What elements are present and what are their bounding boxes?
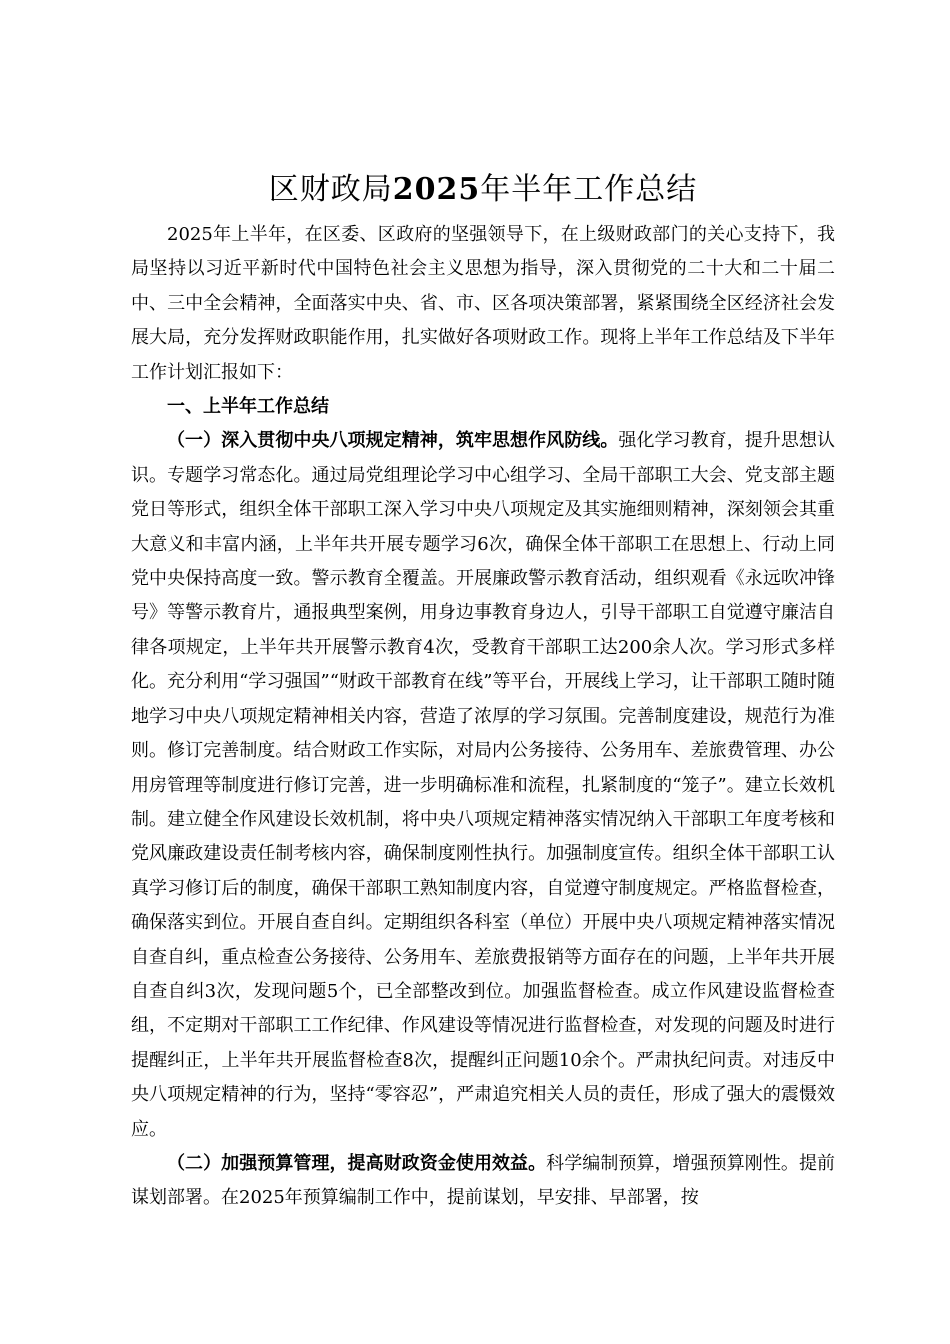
item-lead-1: （一）深入贯彻中央八项规定精神，筑牢思想作风防线。 xyxy=(167,430,619,452)
title-year: 2025 xyxy=(392,172,481,207)
section-heading-1: 一、上半年工作总结 xyxy=(167,396,329,418)
item-body-1: 强化学习教育，提升思想认识。专题学习常态化。通过局党组理论学习中心组学习、全局干部职工大会、党支部主题党日等形式，组织全体干部职工深入学习中央八项规定及其实施细则精神，深刻领会其重大意义和丰富内涵，上半年共开展专题学习6次，确保全体干部职工在思想上、行动上同党中央保持高度一致。警示教育全覆盖。开展廉政警示教育活动，组织观看《永远吹冲锋号》等警示教育片，通报典型案例，用身边事教育身边人，引导干部职工自觉遵守廉洁自律各项规定，上半年共开展警示教育4次，受教育干部职工达200余人次。学习形式多样化。充分利用“学习强国”“财政干部教育在线”等平台，开展线上学习，让干部职工随时随地学习中央八项规定精神相关内容，营造了浓厚的学习氛围。完善制度建设，规范行为准则。修订完善制度。结合财政工作实际，对局内公务接待、公务用车、差旅费管理、办公用房管理等制度进行修订完善，进一步明确标准和流程，扎紧制度的“笼子”。建立长效机制。建立健全作风建设长效机制，将中央八项规定精神落实情况纳入干部职工年度考核和党风廉政建设责任制考核内容，确保制度刚性执行。加强制度宣传。组织全体干部职工认真学习修订后的制度，确保干部职工熟知制度内容，自觉遵守制度规定。严格监督检查，确保落实到位。开展自查自纠。定期组织各科室（单位）开展中央八项规定精神落实情况自查自纠，重点检查公务接待、公务用车、差旅费报销等方面存在的问题，上半年共开展自查自纠3次，发现问题5个，已全部整改到位。加强监督检查。成立作风建设监督检查组，不定期对干部职工工作纪律、作风建设等情况进行监督检查，对发现的问题及时进行提醒纠正，上半年共开展监督检查8次，提醒纠正问题10余个。严肃执纪问责。对违反中央八项规定精神的行为，坚持“零容忍”，严肃追究相关人员的责任，形成了强大的震慑效应。 xyxy=(131,430,836,1140)
item-paragraph-1 xyxy=(131,424,835,1147)
document-title xyxy=(131,168,835,212)
item-lead-2: （二）加强预算管理，提高财政资金使用效益。 xyxy=(167,1152,547,1174)
intro-paragraph: 2025年上半年，在区委、区政府的坚强领导下，在上级财政部门的关心支持下，我局坚持以习近平新时代中国特色社会主义思想为指导，深入贯彻党的二十大和二十届二中、三中全会精神，全面落实中央、省、市、区各项决策部署，紧紧围绕全区经济社会发展大局，充分发挥财政职能作用，扎实做好各项财政工作。现将上半年工作总结及下半年工作计划汇报如下： xyxy=(131,224,835,383)
document-body xyxy=(131,168,835,1216)
item-body-2: 科学编制预算，增强预算刚性。提前谋划部署。在2025年预算编制工作中，提前谋划，早安排、早部署，按 xyxy=(131,1152,836,1209)
item-paragraph-2 xyxy=(131,1147,835,1216)
title-prefix: 区财政局 xyxy=(268,172,393,207)
title-suffix: 年半年工作总结 xyxy=(480,172,698,207)
